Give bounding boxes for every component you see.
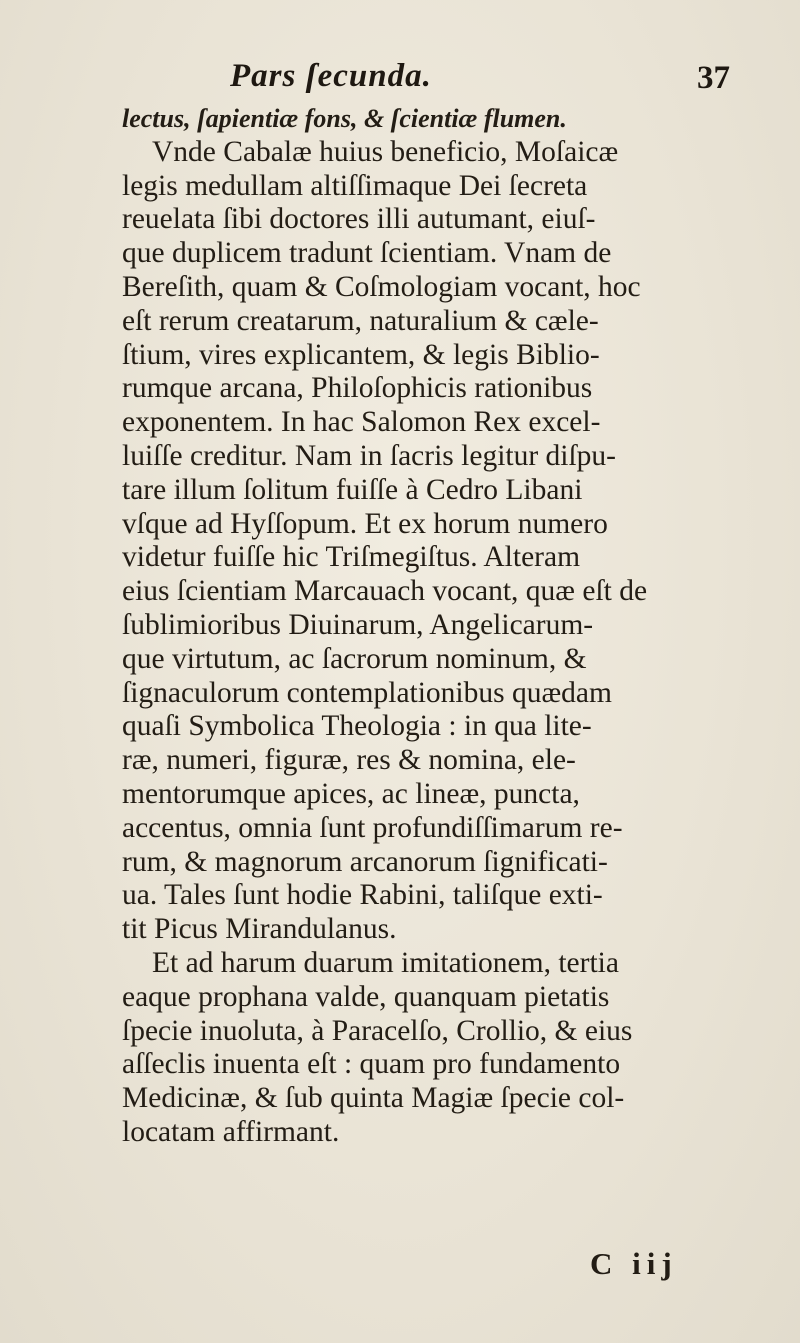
- text-line: vſque ad Hyſſopum. Et ex horum numero: [122, 507, 608, 540]
- text-line: ræ, numeri, figuræ, res & nomina, ele-: [122, 744, 576, 777]
- text-line: accentus, omnia ſunt profundiſſimarum re-: [122, 811, 623, 844]
- text-line: reuelata ſibi doctores illi autumant, eiuſ-: [122, 203, 596, 236]
- text-line: aſſeclis inuenta eſt : quam pro fundamento: [122, 1048, 621, 1081]
- signature-mark: C iij: [590, 1246, 678, 1281]
- text-line: que virtutum, ac ſacrorum nominum, &: [122, 642, 587, 675]
- text-line: locatam affirmant.: [122, 1115, 340, 1148]
- text-line: legis medullam altiſſimaque Dei ſecreta: [122, 169, 588, 202]
- text-line: Bereſith, quam & Coſmologiam vocant, hoc: [122, 270, 641, 303]
- text-line: ſublimioribus Diuinarum, Angelicarum-: [122, 608, 594, 641]
- running-title: Pars ſecunda.: [230, 58, 432, 94]
- text-line: eius ſcientiam Marcauach vocant, quæ eſt de: [122, 575, 648, 608]
- text-line: tit Picus Mirandulanus.: [122, 913, 397, 946]
- text-line: rum, & magnorum arcanorum ſignificati-: [122, 845, 608, 878]
- text-line: Vnde Cabalæ huius beneficio, Moſaicæ: [152, 135, 619, 168]
- text-line: Et ad harum duarum imitationem, tertia: [152, 946, 619, 979]
- text-line: ſtium, vires explicantem, & legis Biblio-: [122, 338, 600, 371]
- text-line: rumque arcana, Philoſophicis rationibus: [122, 372, 593, 405]
- text-line: eaque prophana valde, quanquam pietatis: [122, 980, 610, 1013]
- text-line: ſignaculorum contemplationibus quædam: [122, 676, 612, 709]
- text-line: eſt rerum creatarum, naturalium & cæle-: [122, 304, 599, 337]
- text-line: luiſſe creditur. Nam in ſacris legitur diſpu-: [122, 439, 616, 472]
- text-line: videtur fuiſſe hic Triſmegiſtus. Alteram: [122, 541, 581, 574]
- text-line: lectus, ſapientiæ fons, & ſcientiæ flumen.: [122, 104, 567, 133]
- text-line: mentorumque apices, ac lineæ, puncta,: [122, 777, 580, 810]
- text-line: que duplicem tradunt ſcientiam. Vnam de: [122, 237, 612, 270]
- body-text: [122, 102, 730, 1150]
- page-header: [110, 58, 730, 102]
- text-line: exponentem. In hac Salomon Rex excel-: [122, 406, 601, 439]
- text-line: ua. Tales ſunt hodie Rabini, taliſque exti-: [122, 879, 603, 912]
- page-number: 37: [697, 60, 730, 96]
- text-line: quaſi Symbolica Theologia : in qua lite-: [122, 710, 592, 743]
- text-line: Medicinæ, & ſub quinta Magiæ ſpecie col-: [122, 1082, 625, 1115]
- text-line: ſpecie inuoluta, à Paracelſo, Crollio, & eius: [122, 1014, 633, 1047]
- text-line: tare illum ſolitum fuiſſe à Cedro Libani: [122, 473, 583, 506]
